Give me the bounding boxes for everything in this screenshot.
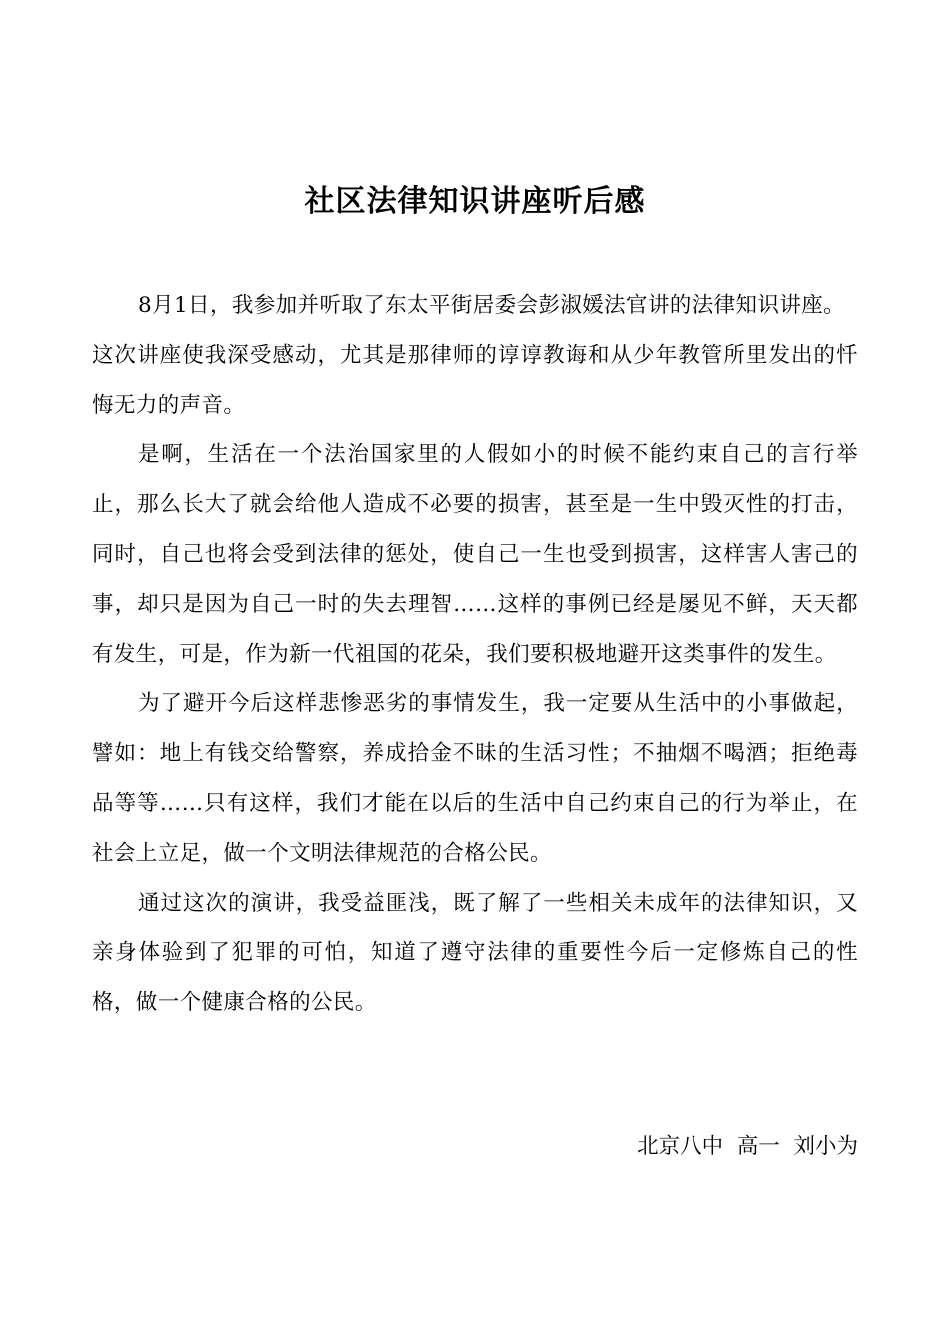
paragraph-5: 通过这次的演讲，我受益匪浅，既了解了一些相关未成年的法律知识，又亲身体验到了犯罪的可怕，知道了遵守法律的重要性今后一定修炼自己的性格，做一个健康合格的公民。 [92, 890, 858, 1016]
paragraph-3: 是啊，生活在一个法治国家里的人假如小的时候不能约束自己的言行举止，那么长大了就会给他人造成不必要的损害，甚至是一生中毁灭性的打击，同时，自己也将会受到法律的惩处，使自己一生也受到损害，这样害人害己的事，却只是因为自己一时的失去理智……这样的事例已经是屡见不鲜，天天都有发生，可是，作为新一代祖国的花朵，我们要积极地避开这类事件的发生。 [92, 442, 858, 667]
paragraph-4: 为了避开今后这样悲惨恶劣的事情发生，我一定要从生活中的小事做起，譬如：地上有钱交给警察，养成拾金不昧的生活习性；不抽烟不喝酒；拒绝毒品等等……只有这样，我们才能在以后的生活中自己约束自己的行为举止，在社会上立足，做一个文明法律规范的合格公民。 [92, 691, 858, 866]
author-signature: 北京八中 高一 刘小为 [637, 1134, 858, 1159]
paragraph-2: 这次讲座使我深受感动，尤其是那律师的谆谆教诲和从少年教管所里发出的忏悔无力的声音。 [92, 342, 858, 418]
document-title: 社区法律知识讲座听后感 [304, 184, 646, 219]
paragraph-1: 8月1日，我参加并听取了东太平街居委会彭淑媛法官讲的法律知识讲座。 [138, 293, 846, 318]
document-body [92, 281, 858, 1028]
